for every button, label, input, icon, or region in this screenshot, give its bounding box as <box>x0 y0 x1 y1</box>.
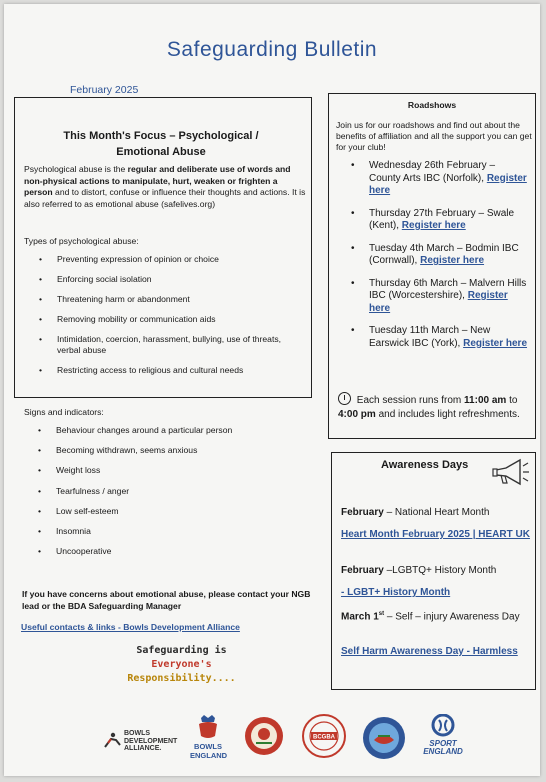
sport-england-icon <box>430 714 456 738</box>
slogan-line1: Safeguarding is <box>136 645 227 656</box>
bda-logo-text: BOWLS DEVELOPMENT ALLIANCE. <box>124 730 178 752</box>
list-item: • Enforcing social isolation <box>57 274 302 285</box>
bulletin-sheet <box>4 4 540 776</box>
red-rose-badge <box>244 716 284 756</box>
march-sup: st <box>378 611 385 617</box>
list-item <box>369 325 529 350</box>
list-item: • Intimidation, coercion, harassment, bullying, use of threats, verbal abuse <box>57 334 302 356</box>
lgbt-month-bold: February <box>341 565 384 576</box>
list-item <box>369 278 529 316</box>
county-globe-badge <box>362 716 406 760</box>
types-list <box>57 254 302 385</box>
intro-lead: Psychological abuse is the <box>24 164 128 174</box>
focus-heading-line2: Emotional Abuse <box>116 146 206 158</box>
register-link[interactable]: Register here <box>463 337 528 349</box>
self-harm-link[interactable]: Self Harm Awareness Day - Harmless <box>341 646 518 657</box>
list-item: • Removing mobility or communication aids <box>57 314 302 325</box>
sport-england-text: SPORT ENGLAND <box>423 739 463 756</box>
megaphone-icon <box>490 456 530 490</box>
signs-list <box>56 425 316 566</box>
roadshow-text: Tuesday 4th March – Bodmin IBC (Cornwall), <box>369 242 519 266</box>
crown-lion-icon <box>193 714 223 740</box>
ebga-badge <box>302 714 346 758</box>
heart-month-rest: – National Heart Month <box>383 507 490 518</box>
list-item: • Uncooperative <box>56 546 316 557</box>
list-item <box>369 243 529 268</box>
focus-heading <box>26 128 296 160</box>
roadshows-intro: Join us for our roadshows and find out about the benefits of affiliation and all the support you can get for your club! <box>336 120 532 153</box>
self-injury-item <box>341 608 531 623</box>
list-item <box>369 208 529 233</box>
heart-month-item <box>341 506 531 519</box>
concern-text: If you have concerns about emotional abuse, please contact your NGB lead or the BDA Safeguarding Manager <box>22 589 311 611</box>
useful-contacts-link[interactable]: Useful contacts & links - Bowls Development Alliance <box>21 622 240 632</box>
sport-england-logo <box>418 714 468 756</box>
focus-heading-line1: This Month's Focus – Psychological / <box>63 130 259 142</box>
session-c: and includes light refreshments. <box>375 409 520 420</box>
register-link[interactable]: Register here <box>420 255 485 266</box>
march-bold: March 1 <box>341 611 379 623</box>
awareness-heading: Awareness Days <box>381 459 469 471</box>
session-time1: 11:00 am <box>464 395 507 406</box>
lgbt-month-rest: –LGBTQ+ History Month <box>383 565 497 576</box>
intro-rest: and to distort, confuse or influence their thoughts and actions. It is also referred to as emotional abuse (safelives.org) <box>24 187 306 209</box>
intro-bold: regular and deliberate use of words and non-physical actions to manipulate, hurt, weaken or frighten a person <box>24 164 291 198</box>
roadshow-text: Thursday 6th March – Malvern Hills IBC (Worcestershire), <box>369 277 527 301</box>
heart-month-bold: February <box>341 507 384 518</box>
list-item <box>369 160 529 198</box>
list-item: • Preventing expression of opinion or choice <box>57 254 302 265</box>
slogan-line3: Responsibility.... <box>127 673 236 684</box>
types-label: Types of psychological abuse: <box>24 236 139 246</box>
roadshow-text: Thursday 27th February – Swale (Kent), <box>369 207 515 231</box>
roadshow-text: Tuesday 11th March – New Earswick IBC (York), <box>369 325 491 349</box>
slogan-line2: Everyone's <box>151 659 212 670</box>
heart-uk-link[interactable]: Heart Month February 2025 | HEART UK <box>341 529 530 540</box>
list-item: • Threatening harm or abandonment <box>57 294 302 305</box>
roadshow-list <box>369 160 529 360</box>
roadshows-heading: Roadshows <box>407 100 457 110</box>
ebga-badge-text: BCGBA <box>313 734 335 741</box>
bowls-england-logo <box>190 714 226 760</box>
focus-intro <box>24 164 308 210</box>
list-item: • Becoming withdrawn, seems anxious <box>56 445 316 456</box>
list-item: • Tearfulness / anger <box>56 486 316 497</box>
signs-label: Signs and indicators: <box>24 407 104 417</box>
session-time2: 4:00 pm <box>338 409 376 420</box>
page-title: Safeguarding Bulletin <box>166 38 378 61</box>
list-item: • Behaviour changes around a particular person <box>56 425 316 436</box>
bulletin-date: February 2025 <box>70 84 139 96</box>
partner-logos <box>4 704 540 774</box>
session-info <box>338 392 533 422</box>
march-rest: – Self – injury Awareness Day <box>384 611 520 623</box>
bowler-icon <box>102 732 122 748</box>
register-link[interactable]: Register here <box>369 290 508 314</box>
list-item: • Low self-esteem <box>56 506 316 517</box>
lgbt-month-item <box>341 564 531 577</box>
register-link[interactable]: Register here <box>401 220 466 231</box>
list-item: • Weight loss <box>56 465 316 476</box>
responsibility-slogan <box>104 644 259 686</box>
session-a: Each session runs from <box>354 395 465 406</box>
register-link[interactable]: Register here <box>369 172 527 196</box>
session-b: to <box>506 395 518 406</box>
lgbt-history-link[interactable]: - LGBT+ History Month <box>341 587 451 598</box>
clock-icon <box>338 392 351 405</box>
bowls-england-text: BOWLS ENGLAND <box>190 742 228 760</box>
roadshow-text: Wednesday 26th February – County Arts IBC (Norfolk), <box>369 160 496 184</box>
list-item: • Insomnia <box>56 526 316 537</box>
list-item: • Restricting access to religious and cultural needs <box>57 365 302 376</box>
